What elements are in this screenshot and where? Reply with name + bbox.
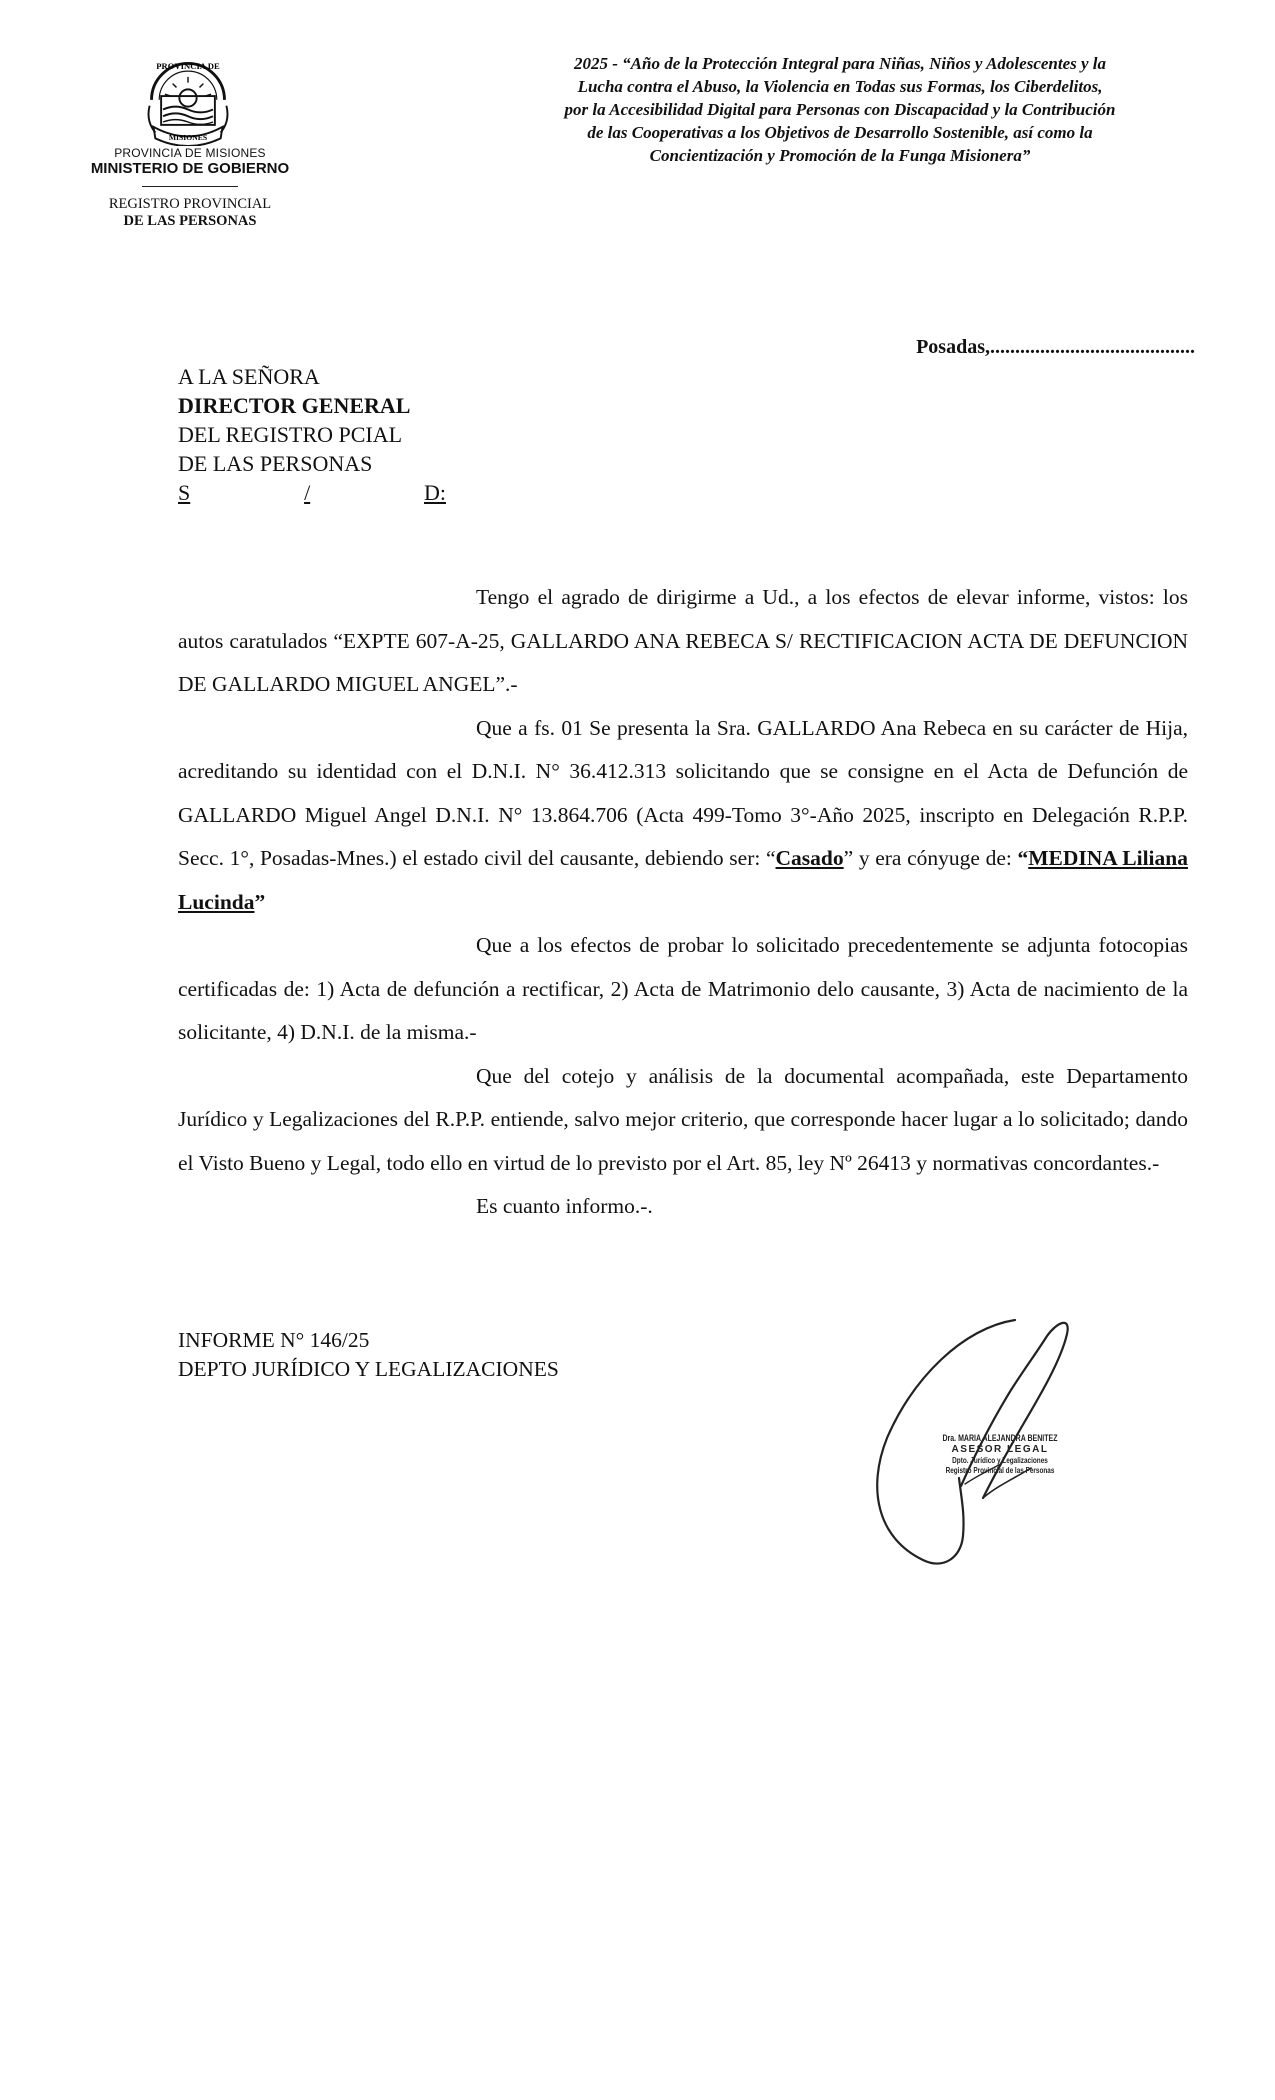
recipient-line-4: DE LAS PERSONAS — [178, 451, 373, 476]
sd-d: D: — [424, 480, 446, 505]
province-name: PROVINCIA DE MISIONES — [114, 146, 266, 160]
report-number: INFORME N° 146/25 — [178, 1328, 370, 1352]
letter-body — [178, 576, 1188, 1229]
paragraph-2-mid: ” y era cónyuge de: — [843, 846, 1018, 870]
place-date: Posadas,......................................... — [916, 336, 1195, 358]
sd-s: S — [178, 480, 191, 505]
paragraph-2-text: Que a fs. 01 Se presenta la Sra. GALLARDO Ana Rebeca en su carácter de Hija, acreditando su identidad con el D.N.I. N° 36.412.313 solicitando que se consigne en el Acta de Defunción de GALLARDO Miguel Angel D.N.I. N° 13.864.706 (Acta 499-Tomo 3°-Año 2025, inscripto en Delegación R.P.P. Secc. 1°, Posadas-Mnes.) el estado civil del causante, debiendo ser: “ — [178, 715, 1188, 870]
motto-line: de las Cooperativas a los Objetivos de Desarrollo Sostenible, así como la — [587, 123, 1093, 142]
motto-line: Lucha contra el Abuso, la Violencia en Todas sus Formas, los Ciberdelitos, — [577, 77, 1103, 96]
registry-block — [70, 196, 310, 230]
stamp-institution: Registro Provincial de las Personas — [945, 1466, 1055, 1475]
stamp-signer-name: Dra. MARIA ALEJANDRA BENITEZ — [942, 1433, 1058, 1443]
registry-line-2: DE LAS PERSONAS — [123, 213, 257, 229]
quote-close: ” — [254, 889, 266, 914]
paragraph-5: Es cuanto informo.-. — [476, 1194, 653, 1218]
stamp-department: Dpto. Jurídico y Legalizaciones — [952, 1456, 1048, 1465]
report-department: DEPTO JURÍDICO Y LEGALIZACIONES — [178, 1357, 559, 1381]
recipient-line-3: DEL REGISTRO PCIAL — [178, 422, 403, 447]
su-despacho — [178, 478, 446, 507]
report-block — [178, 1326, 559, 1384]
ministry-name: MINISTERIO DE GOBIERNO — [90, 160, 290, 177]
seal-top-text: PROVINCIA DE — [156, 61, 220, 72]
motto-line: 2025 - “Año de la Protección Integral para Niñas, Niños y Adolescentes y la — [573, 54, 1107, 73]
seal-emblem-icon — [140, 50, 236, 146]
spouse-name: MEDINA Liliana Lucinda — [178, 846, 1188, 914]
signature-stamp — [925, 1433, 1075, 1476]
quote-open: “ — [1017, 846, 1029, 870]
seal-bottom-text: MISIONES — [168, 133, 208, 143]
recipient-block — [178, 362, 446, 507]
paragraph-1: Tengo el agrado de dirigirme a Ud., a los efectos de elevar informe, vistos: los autos caratulados “EXPTE 607-A-25, GALLARDO ANA REBECA S/ RECTIFICACION ACTA DE DEFUNCION DE GALLARDO MIGUEL ANGEL”.- — [178, 585, 1188, 696]
header-divider — [142, 186, 238, 187]
recipient-line-1: A LA SEÑORA — [178, 364, 320, 389]
motto-line: por la Accesibilidad Digital para Personas con Discapacidad y la Contribución — [564, 100, 1116, 119]
paragraph-3: Que a los efectos de probar lo solicitado precedentemente se adjunta fotocopias certificadas de: 1) Acta de defunción a rectificar, 2) Acta de Matrimonio delo causante, 3) Acta de nacimiento de la solicitante, 4) D.N.I. de la misma.- — [178, 933, 1188, 1044]
motto-line: Concientización y Promoción de la Funga Misionera” — [649, 146, 1031, 165]
sd-slash: / — [304, 480, 311, 505]
civil-status: Casado — [775, 846, 844, 870]
provincial-seal — [140, 50, 236, 146]
recipient-title: DIRECTOR GENERAL — [178, 393, 411, 418]
registry-line-1: REGISTRO PROVINCIAL — [108, 196, 272, 212]
ministry-block — [70, 146, 310, 193]
stamp-signer-role: ASESOR LEGAL — [951, 1444, 1049, 1455]
paragraph-2 — [178, 707, 1188, 925]
paragraph-4: Que del cotejo y análisis de la documental acompañada, este Departamento Jurídico y Legalizaciones del R.P.P. entiende, salvo mejor criterio, que corresponde hacer lugar a lo solicitado; dando el Visto Bueno y Legal, todo ello en virtud de lo previsto por el Art. 85, ley Nº 26413 y normativas concordantes.- — [178, 1063, 1188, 1175]
year-motto — [470, 52, 1210, 167]
